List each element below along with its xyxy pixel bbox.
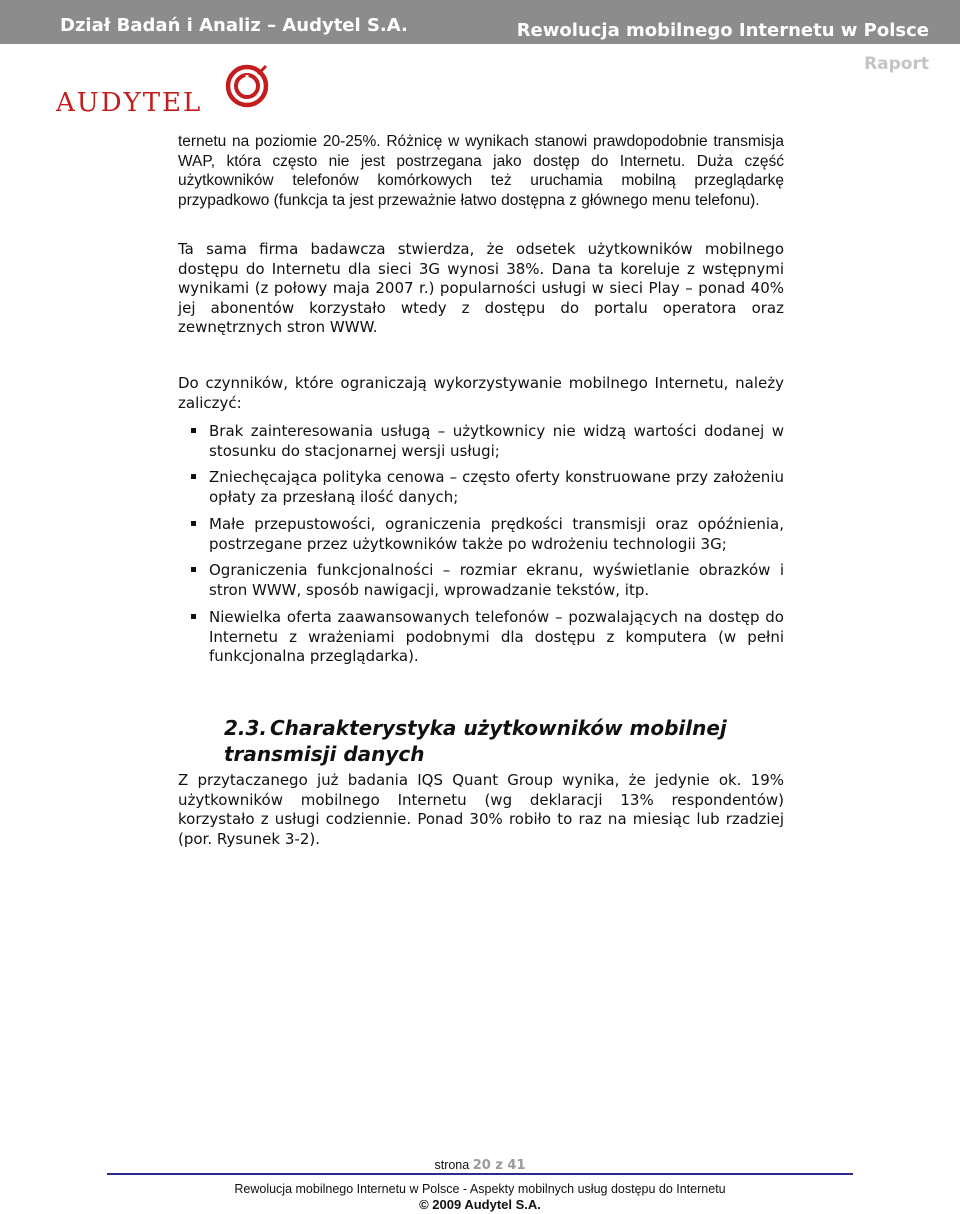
section-title: Charakterystyka użytkowników mobilnej transmisji danych [224, 716, 727, 766]
bullet-icon [191, 614, 196, 619]
document-type-label: Raport [864, 54, 929, 74]
footer-title: Rewolucja mobilnego Internetu w Polsce - Aspekty mobilnych usług dostępu do Internetu [234, 1182, 726, 1196]
paragraph-2: Ta sama firma badawcza stwierdza, że odsetek użytkowników mobilnego dostępu do Internetu dla sieci 3G wynosi 38%. Dana ta koreluje z wstępnymi wynikami (z połowy maja 2007 r.) popularności usługi w sieci Play – ponad 40% jej abonentów korzystało wtedy z dostępu do portalu operatora oraz zewnętrznych stron WWW. [178, 240, 784, 337]
page-current: 20 z 41 [472, 1158, 526, 1173]
page-prefix: strona [434, 1158, 470, 1172]
header-left-title: Dział Badań i Analiz – Audytel S.A. [60, 15, 408, 36]
logo-swirl-icon [224, 62, 270, 112]
list-item [178, 608, 784, 667]
page-number [0, 1158, 960, 1173]
paragraph-3: Do czynników, które ograniczają wykorzystywanie mobilnego Internetu, należy zaliczyć: [178, 374, 784, 412]
section-body: Z przytaczanego już badania IQS Quant Group wynika, że jedynie ok. 19% użytkowników mobilnego Internetu (wg deklaracji 13% respondentów) korzystało z usługi codziennie. Ponad 30% robiło to raz na miesiąc lub rzadziej (por. Rysunek 3-2). [178, 771, 784, 848]
list-item [178, 422, 784, 461]
section-number: 2.3. [224, 716, 268, 740]
bullet-icon [191, 567, 196, 572]
section-heading [224, 716, 784, 767]
audytel-logo [56, 62, 276, 122]
header-bar [0, 0, 960, 44]
footer-divider [107, 1173, 853, 1175]
header-right-title: Rewolucja mobilnego Internetu w Polsce [516, 20, 929, 41]
list-item-text: Małe przepustowości, ograniczenia prędkości transmisji oraz opóźnienia, postrzegane przez użytkowników także po wdrożeniu technologii 3G; [209, 514, 784, 553]
list-item-text: Brak zainteresowania usługą – użytkownicy nie widzą wartości dodanej w stosunku do stacjonarnej wersji usługi; [209, 422, 784, 460]
footer-copyright: © 2009 Audytel S.A. [419, 1197, 541, 1212]
paragraph-1: ternetu na poziomie 20-25%. Różnicę w wynikach stanowi prawdopodobnie transmisja WAP, która często nie jest postrzegana jako dostęp do Internetu. Duża część użytkowników telefonów komórkowych też uruchamia mobilną przeglądarkę przypadkowo (funkcja ta jest przeważnie łatwo dostępna z głównego menu telefonu). [178, 133, 784, 209]
list-item [178, 561, 784, 600]
list-item [178, 468, 784, 507]
bullet-icon [191, 521, 196, 526]
list-item-text: Niewielka oferta zaawansowanych telefonów – pozwalających na dostęp do Internetu z wrażeniami podobnymi dla dostępu z komputera (w pełni funkcjonalna przeglądarka). [209, 607, 784, 666]
list-item [178, 515, 784, 554]
bullet-icon [191, 474, 196, 479]
bullet-list [178, 422, 784, 674]
list-item-text: Zniechęcająca polityka cenowa – często oferty konstruowane przy założeniu opłaty za przesłaną ilość danych; [209, 468, 784, 507]
logo-text: AUDYTEL [56, 88, 203, 118]
bullet-icon [191, 428, 196, 433]
list-item-text: Ograniczenia funkcjonalności – rozmiar ekranu, wyświetlanie obrazków i stron WWW, sposób nawigacji, wprowadzanie tekstów, itp. [209, 561, 784, 600]
